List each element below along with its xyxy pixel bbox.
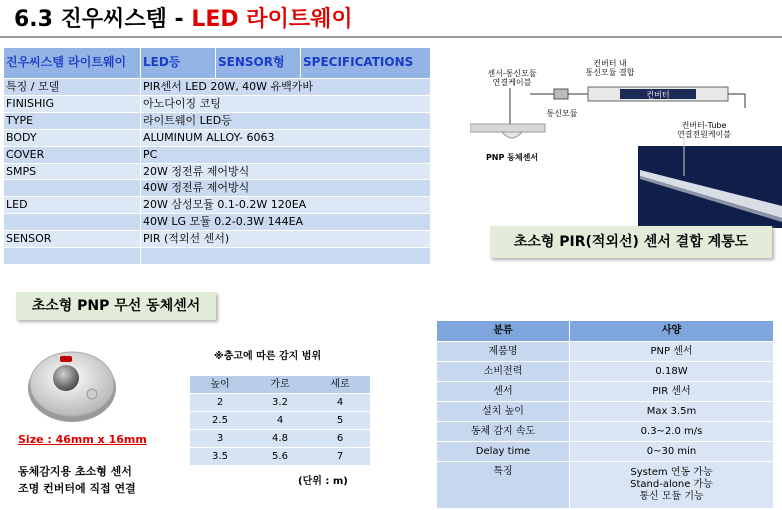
caption-pnp-sensor: 초소형 PNP 무선 동체센서 [16, 292, 216, 320]
range-cell: 2.5 [190, 412, 250, 430]
spec-value: 20W 삼성모듈 0.1-0.2W 120EA [141, 197, 431, 214]
label-comm-module: 통신모듈 [546, 109, 578, 118]
sensor-spec-key: 소비전력 [437, 362, 570, 382]
sensor-spec-header-cell: 사양 [570, 321, 774, 342]
spec-label [4, 248, 141, 264]
sensor-spec-value: 0.3~2.0 m/s [570, 422, 774, 442]
range-table-title: ※층고에 따른 감지 범위 [214, 351, 322, 362]
range-cell: 4 [310, 394, 370, 412]
sensor-spec-value: 0~30 min [570, 442, 774, 462]
table-row [190, 448, 370, 466]
feature-line: System 연동 가능 [630, 467, 713, 478]
sensor-lens [53, 365, 79, 391]
table-row [190, 430, 370, 448]
label-converter: 컨버터 [646, 90, 670, 100]
table-row [4, 248, 430, 264]
range-cell: 5.6 [250, 448, 310, 466]
range-cell: 7 [310, 448, 370, 466]
spec-header-cell: LED등 [141, 48, 216, 79]
sensor-spec-key: 센서 [437, 382, 570, 402]
label-converter-tube [677, 120, 731, 139]
table-row [4, 197, 430, 214]
title-prefix: 6.3 진우씨스템 - [14, 7, 192, 32]
range-header-cell: 높이 [190, 376, 250, 394]
cable-line [728, 94, 745, 108]
spec-label: SENSOR [4, 231, 141, 248]
label-sensor-cable-l1: 센서-통신모듈 [487, 69, 537, 78]
description-line: 조명 컨버터에 직접 연결 [18, 482, 136, 495]
table-row [4, 214, 430, 231]
table-row [4, 79, 430, 96]
sensor-led [60, 356, 72, 362]
range-table [190, 375, 370, 465]
size-label: Size : 46mm x 16mm [18, 433, 147, 446]
spec-value: 아노다이징 코팅 [141, 95, 431, 112]
spec-table [4, 48, 430, 264]
sensor-spec-value [570, 462, 774, 509]
label-converter-comm-l2: 통신모듈 결합 [585, 68, 635, 77]
table-header-row [190, 376, 370, 394]
spec-value: PIR센서 LED 20W, 40W 유백카바 [141, 79, 431, 96]
sensor-spec-table [437, 320, 773, 508]
table-row [437, 422, 773, 442]
sensor-spec-key: 동체 감지 속도 [437, 422, 570, 442]
sensor-spec-key: 설치 높이 [437, 402, 570, 422]
spec-label: TYPE [4, 112, 141, 129]
table-row [4, 129, 430, 146]
range-header-cell: 가로 [250, 376, 310, 394]
system-diagram [470, 58, 782, 228]
spec-header-cell: SPECIFICATIONS [301, 48, 431, 79]
label-converter-tube-l1: 컨버터-Tube [681, 121, 727, 130]
ceiling-background [638, 146, 782, 228]
range-cell: 6 [310, 430, 370, 448]
sensor-spec-header-cell: 분류 [437, 321, 570, 342]
spec-value [141, 248, 431, 264]
pnp-sensor-photo [24, 338, 120, 428]
sensor-spec-value: 0.18W [570, 362, 774, 382]
title-divider [0, 36, 782, 38]
sensor-spec-key: 특징 [437, 462, 570, 509]
spec-header-cell: 진우씨스템 라이트웨이 [4, 48, 141, 79]
table-row [437, 382, 773, 402]
spec-label: COVER [4, 146, 141, 163]
table-row [437, 442, 773, 462]
table-row [190, 394, 370, 412]
range-cell: 3 [190, 430, 250, 448]
label-converter-comm [586, 58, 635, 77]
table-row [4, 180, 430, 197]
sensor-spec-value: PIR 센서 [570, 382, 774, 402]
spec-label [4, 180, 141, 197]
table-header-row [437, 321, 773, 342]
spec-label: 특징 / 모델 [4, 79, 141, 96]
label-pnp-sensor: PNP 동체센서 [485, 153, 539, 162]
caption-pir-diagram: 초소형 PIR(적외선) 센서 결합 계통도 [490, 226, 772, 258]
spec-value: PC [141, 146, 431, 163]
spec-label: BODY [4, 129, 141, 146]
spec-value: 40W LG 모듈 0.2-0.3W 144EA [141, 214, 431, 231]
feature-line: 통신 모듈 기능 [639, 491, 704, 502]
pnp-sensor-shape [502, 132, 522, 138]
table-row [4, 146, 430, 163]
range-cell: 2 [190, 394, 250, 412]
spec-value: 40W 정전류 제어방식 [141, 180, 431, 197]
table-row [437, 362, 773, 382]
table-row [4, 163, 430, 180]
sensor-spec-value: PNP 센서 [570, 342, 774, 362]
title-accent: LED 라이트웨이 [191, 7, 353, 32]
range-cell: 3.2 [250, 394, 310, 412]
table-row [437, 462, 773, 509]
range-unit: (단위 : m) [298, 476, 348, 487]
label-converter-comm-l1: 컨버터 내 [593, 59, 627, 68]
spec-label [4, 214, 141, 231]
spec-label: SMPS [4, 163, 141, 180]
sensor-logo [87, 389, 97, 399]
spec-value: 라이트웨이 LED등 [141, 112, 431, 129]
page-title [14, 2, 353, 33]
label-sensor-cable-l2: 연결케이블 [492, 78, 532, 87]
spec-value: 20W 정전류 제어방식 [141, 163, 431, 180]
spec-table-header [4, 48, 430, 79]
spec-header-cell: SENSOR형 [216, 48, 301, 79]
table-row [4, 112, 430, 129]
comm-module-shape [554, 89, 568, 99]
sensor-spec-value: Max 3.5m [570, 402, 774, 422]
label-sensor-cable [487, 68, 537, 87]
spec-value: ALUMINUM ALLOY- 6063 [141, 129, 431, 146]
range-cell: 3.5 [190, 448, 250, 466]
feature-line: Stand-alone 가능 [630, 479, 713, 490]
sensor-spec-key: Delay time [437, 442, 570, 462]
range-cell: 5 [310, 412, 370, 430]
description-line: 동체감지용 초소형 센서 [18, 465, 132, 478]
sensor-spec-key: 제품명 [437, 342, 570, 362]
label-converter-tube-l2: 연결전원케이블 [676, 130, 732, 139]
spec-value: PIR (적외선 센서) [141, 231, 431, 248]
table-row [190, 412, 370, 430]
ceiling-panel [470, 124, 545, 132]
sensor-description [18, 463, 136, 497]
spec-label: LED [4, 197, 141, 214]
table-row [437, 342, 773, 362]
range-cell: 4 [250, 412, 310, 430]
spec-label: FINISHIG [4, 95, 141, 112]
range-cell: 4.8 [250, 430, 310, 448]
table-row [4, 95, 430, 112]
table-row [4, 231, 430, 248]
range-header-cell: 세로 [310, 376, 370, 394]
table-row [437, 402, 773, 422]
